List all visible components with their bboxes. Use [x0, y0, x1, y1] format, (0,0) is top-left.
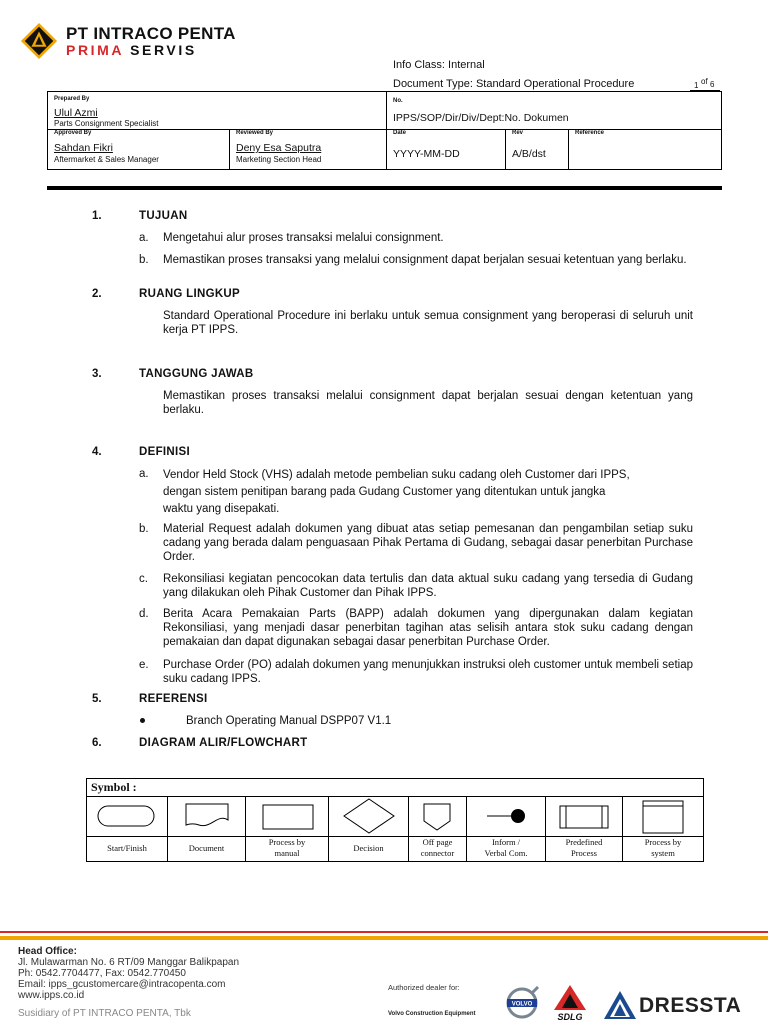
system-process-icon	[642, 800, 684, 834]
symbol-header: Symbol :	[91, 780, 137, 794]
page-of: of	[701, 77, 708, 86]
symbol-document	[167, 796, 245, 861]
section-1-number: 1.	[92, 210, 102, 222]
approved-by-title: Aftermarket & Sales Manager	[54, 155, 159, 164]
s1-item-b-marker: b.	[139, 254, 149, 266]
date-label: Date	[393, 130, 407, 136]
document-type: Document Type: Standard Operational Procedure	[393, 78, 635, 90]
bullet-icon	[140, 718, 145, 723]
reference-label: Reference	[575, 130, 605, 136]
company-name: PT INTRACO PENTA	[66, 24, 236, 43]
approved-by-label: Approved By	[54, 130, 92, 136]
section-4-number: 4.	[92, 446, 102, 458]
s4-item-b: Material Request adalah dokumen yang dibuat atas setiap pemesanan dan pengambilan setiap suku cadang yang berada dalam penguasaan Pihak Pertama di Gudang, sebagai dasar penerbitan Purchase Order.	[163, 523, 693, 563]
symbol-caption: Start/Finish	[107, 843, 147, 853]
approved-by-name: Sahdan Fikri	[54, 142, 113, 154]
section-2-text: Standard Operational Procedure ini berlaku untuk semua consignment yang beroperasi di seluruh unit kerja PT IPPS.	[163, 310, 693, 336]
volvo-ce-label: Volvo Construction Equipment	[388, 1011, 476, 1017]
s4-item-e: Purchase Order (PO) adalah dokumen yang menunjukkan instruksi oleh customer untuk membeli setiap suku cadang IPPS.	[163, 659, 693, 685]
section-5-title: REFERENSI	[139, 693, 208, 705]
prepared-by-name: Ulul Azmi	[54, 107, 98, 119]
s1-item-a-marker: a.	[139, 232, 149, 244]
s4-item-c-marker: c.	[139, 573, 148, 585]
symbol-caption-l2: Process	[571, 848, 597, 858]
document-icon	[185, 803, 229, 829]
section-6-title: DIAGRAM ALIR/FLOWCHART	[139, 737, 308, 749]
symbol-caption-l1: Process by	[644, 837, 682, 847]
document-number: IPPS/SOP/Dir/Div/Dept:No. Dokumen	[393, 112, 569, 124]
s1-item-b: Memastikan proses transaksi yang melalui consignment dapat berjalan sesuai ketentuan yang berlaku.	[163, 254, 687, 266]
s4-item-a	[163, 467, 703, 518]
reviewed-by-label: Reviewed By	[236, 130, 274, 136]
dressta-mark-icon	[603, 990, 637, 1020]
no-label: No.	[393, 98, 403, 104]
authorized-dealer-label: Authorized dealer for:	[388, 983, 460, 992]
dressta-logo-text: DRESSTA	[639, 994, 742, 1017]
date-value: YYYY-MM-DD	[393, 148, 460, 160]
reviewed-by-title: Marketing Section Head	[236, 155, 322, 164]
s4-item-d-marker: d.	[139, 608, 149, 620]
terminator-icon	[97, 805, 155, 827]
symbol-caption: Document	[188, 843, 225, 853]
section-3-number: 3.	[92, 368, 102, 380]
symbol-caption-l2: connector	[420, 848, 455, 858]
footer-address: Jl. Mulawarman No. 6 RT/09 Manggar Balikpapan	[18, 957, 240, 968]
s4-item-d: Berita Acara Pemakaian Parts (BAPP) adalah dokumen yang dipergunakan dalam kegiatan Rekonsiliasi, yang menjadi dasar penerbitan tagihan atas selisih antara stok suku cadang dengan pemakaian dan dapat digunakan sebagai dasar penerbitan Purchase Order.	[163, 608, 693, 648]
footer-red-stripe	[0, 931, 768, 933]
symbol-caption-l2: system	[651, 848, 675, 858]
symbol-start-finish	[87, 796, 167, 861]
footer-phone: Ph: 0542.7704477, Fax: 0542.770450	[18, 968, 186, 979]
s4-item-a-line1: Vendor Held Stock (VHS) adalah metode pembelian suku cadang oleh Customer dari IPPS,	[163, 469, 630, 481]
s1-item-a: Mengetahui alur proses transaksi melalui consignment.	[163, 232, 444, 244]
s4-item-b-marker: b.	[139, 523, 149, 535]
document-number-cell	[387, 92, 721, 130]
rev-cell	[506, 130, 569, 169]
date-cell	[387, 130, 506, 169]
rev-value: A/B/dst	[512, 148, 546, 160]
section-3-title: TANGGUNG JAWAB	[139, 368, 254, 380]
page-total: 6	[710, 80, 715, 89]
prepared-by-label: Prepared By	[54, 96, 90, 102]
footer-head-office: Head Office:	[18, 946, 77, 957]
section-2-title: RUANG LINGKUP	[139, 288, 241, 300]
rev-label: Rev	[512, 130, 524, 136]
company-subname	[66, 42, 197, 58]
footer-website: www.ipps.co.id	[18, 990, 85, 1001]
company-logo-icon	[20, 22, 58, 60]
reference-cell	[569, 130, 721, 169]
page-number: 1	[694, 81, 699, 90]
page-indicator	[690, 77, 720, 91]
section-6-number: 6.	[92, 737, 102, 749]
symbol-inform-verbal	[466, 796, 545, 861]
inform-icon	[487, 808, 527, 824]
symbol-caption: Decision	[353, 843, 384, 853]
s4-item-c: Rekonsiliasi kegiatan pencocokan data tertulis dan data aktual suku cadang yang tersedia di Gudang yang dilakukan oleh Pihak Customer dan Pihak IPPS.	[163, 573, 693, 599]
section-5-number: 5.	[92, 693, 102, 705]
prepared-by-cell	[48, 92, 387, 130]
section-1-title: TUJUAN	[139, 210, 188, 222]
symbol-caption-l1: Off page	[422, 837, 453, 847]
symbol-caption-l1: Inform /	[491, 837, 521, 847]
volvo-logo-icon	[503, 986, 541, 1020]
symbol-off-page-connector	[408, 796, 466, 861]
info-class: Info Class: Internal	[393, 59, 485, 71]
symbol-caption-l2: Verbal Com.	[484, 848, 528, 858]
symbol-caption-l1: Process by	[268, 837, 306, 847]
section-5-item: Branch Operating Manual DSPP07 V1.1	[186, 715, 392, 727]
off-page-connector-icon	[423, 803, 451, 831]
symbol-process-manual	[245, 796, 328, 861]
symbol-legend-table	[86, 778, 704, 862]
s4-item-a-line3: waktu yang disepakati.	[163, 503, 280, 515]
symbol-caption-l2: manual	[274, 848, 300, 858]
decision-diamond-icon	[343, 798, 395, 834]
sdlg-logo-icon	[548, 984, 592, 1022]
s4-item-e-marker: e.	[139, 659, 149, 671]
s4-item-a-marker: a.	[139, 468, 149, 480]
footer-orange-stripe	[0, 936, 768, 940]
reviewed-by-name: Deny Esa Saputra	[236, 142, 322, 154]
document-control-table	[47, 91, 722, 170]
company-prima: PRIMA	[66, 42, 124, 58]
predefined-process-icon	[559, 805, 609, 829]
symbol-decision	[328, 796, 408, 861]
footer-email: Email: ipps_gcustomercare@intracopenta.com	[18, 979, 226, 990]
approved-by-cell	[48, 130, 230, 169]
symbol-predefined-process	[545, 796, 622, 861]
symbol-process-system	[622, 796, 703, 861]
volvo-logo-text: VOLVO	[511, 1001, 533, 1008]
s4-item-a-line2: dengan sistem penitipan barang pada Gudang Customer yang ditentukan untuk jangka	[163, 486, 606, 498]
section-2-number: 2.	[92, 288, 102, 300]
sdlg-logo-text: SDLG	[557, 1012, 583, 1022]
reviewed-by-cell	[230, 130, 387, 169]
footer-subsidiary: Susidiary of PT INTRACO PENTA, Tbk	[18, 1008, 191, 1019]
symbol-caption-l1: Predefined	[565, 837, 603, 847]
header-divider	[47, 186, 722, 190]
section-3-text: Memastikan proses transaksi melalui consignment dapat berjalan sesuai dengan ketentuan yang berlaku.	[163, 390, 693, 416]
prepared-by-title: Parts Consignment Specialist	[54, 119, 159, 128]
process-box-icon	[262, 804, 314, 830]
section-4-title: DEFINISI	[139, 446, 190, 458]
company-servis: SERVIS	[130, 42, 197, 58]
